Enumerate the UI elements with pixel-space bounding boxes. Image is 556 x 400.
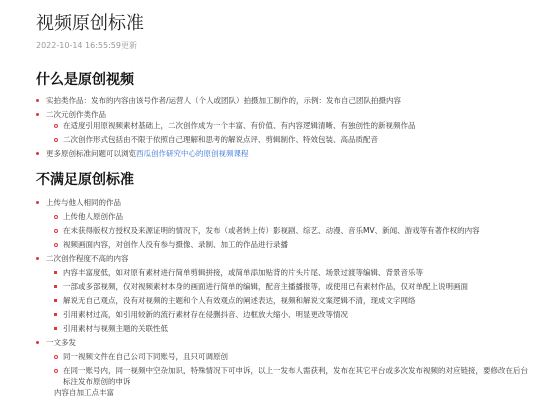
- list-item-text: 实拍类作品：发布的内容由该号作者/运营人（个人或团队）拍摄加工制作的，示例：发布自己团队拍摄内容: [46, 96, 402, 105]
- sub-list-item-text: 引用素材与视频主题的关联性低: [63, 324, 168, 333]
- list-item-text: 更多原创标准问题可以浏览: [46, 149, 136, 158]
- sub-list-item-text: 引用素材过高，如引用较新的流行素材存在侵删抖音、边框放大缩小、明显更改等情况: [63, 310, 348, 319]
- sub-list-item: [54, 134, 534, 145]
- sub-list-item-text: 在适度引用原视频素材基础上，二次创作成为一个丰富、有价值、有内容逻辑清晰、有独创性的新视频作品: [63, 121, 416, 130]
- list-item-text: 二次元创作类作品: [46, 110, 106, 119]
- list-item-text: 一文多发: [46, 338, 76, 347]
- original-criteria-list: [36, 95, 534, 159]
- section-heading-original: 什么是原创视频: [36, 72, 134, 88]
- sub-list-item: [54, 239, 534, 250]
- sub-list-item-text: 在未获得版权方授权及来源证明的情况下，发布（或者转上传）影视剧、综艺、动漫、音乐MV、新闻、游戏等有著作权的内容: [63, 226, 480, 235]
- sub-list-item: [54, 309, 534, 320]
- sub-list-item: [54, 120, 534, 131]
- sub-list: [54, 267, 534, 334]
- list-item-text: 上传与他人相同的作品: [46, 198, 121, 207]
- sub-list-item-continuation: [54, 387, 534, 398]
- list-item: [36, 337, 534, 398]
- original-course-link[interactable]: 西瓜创作研究中心的原创视频课程: [136, 149, 249, 158]
- sub-list-item-text: 同一视频文件在自己公司下同账号，且只可调原创: [63, 352, 228, 361]
- list-item: [36, 95, 534, 106]
- page-title: 视频原创标准: [36, 13, 144, 34]
- sub-list-item: [54, 295, 534, 306]
- list-item: [36, 109, 534, 145]
- sub-list-item-text: 二次创作形式包括由不限于依照自己理解和思考的解说点评、剪辑制作、特效包装、高品质配音: [63, 135, 378, 144]
- not-original-list: [36, 197, 534, 398]
- sub-list: [54, 211, 534, 250]
- update-timestamp: 2022-10-14 16:55:59更新: [36, 41, 137, 50]
- sub-list-item: [54, 211, 534, 222]
- sub-list-item-text: 上传他人原创作品: [63, 212, 123, 221]
- sub-list-item: [54, 225, 534, 236]
- sub-list-item: [54, 351, 534, 362]
- sub-list-item-text: 内容自加工点丰富: [54, 388, 114, 397]
- sub-list-item-text: 内容丰富度低，如对原有素材进行简单剪辑拼接，或简单添加贴背的片头片尾、场景过渡等编辑、背景音乐等: [63, 268, 423, 277]
- list-item: [36, 148, 534, 159]
- sub-list-item: [54, 281, 534, 292]
- sub-list-item-text: 一部或多部视频，仅对视频素材本身的画面进行简单的编辑，配音主播播报等，或使用已有素材作品，仅对单配上说明画面: [63, 282, 468, 291]
- sub-list-item: [54, 365, 534, 387]
- sub-list-item-text: 视频画面内容，对创作人没有参与摄像、录制、加工的作品进行录播: [63, 240, 288, 249]
- sub-list-item-text: 在同一账号内，同一视频中空杂加识，特殊情况下可申诉，以上一发布人需获利，发布在其它平台或多次发布视频的对应链接，要修改在后台标注发布原创的申诉: [63, 366, 528, 386]
- list-item: [36, 197, 534, 250]
- list-item-text: 二次创作程度不高的内容: [46, 254, 129, 263]
- sub-list-item: [54, 323, 534, 334]
- sub-list-item: [54, 267, 534, 278]
- section-heading-not-original: 不满足原创标准: [36, 172, 134, 188]
- sub-list: [54, 120, 534, 145]
- sub-list-item-text: 解说无自己观点，没有对视频的主题和个人有效观点的阐述表达，视频和解说文案逻辑不清，现成文字网络: [63, 296, 416, 305]
- sub-list: [54, 351, 534, 398]
- list-item: [36, 253, 534, 334]
